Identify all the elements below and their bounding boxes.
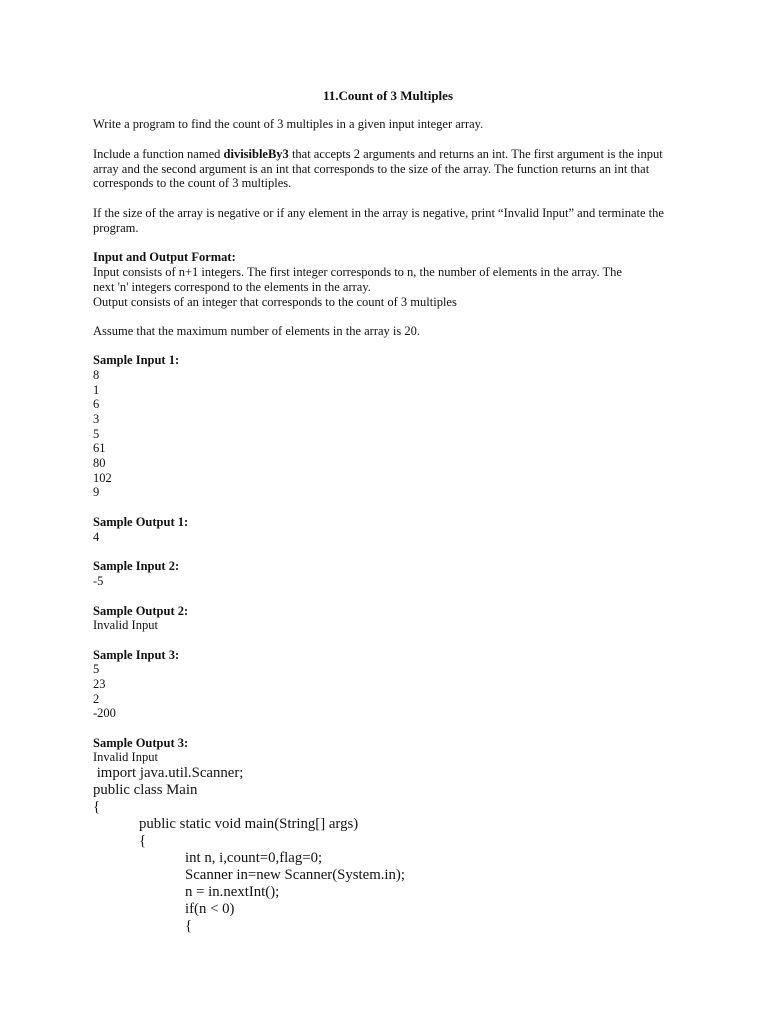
intro-paragraph: Write a program to find the count of 3 multiples in a given input integer array. [93, 117, 484, 131]
code-line: n = in.nextInt(); [185, 884, 280, 900]
function-name: divisibleBy3 [223, 147, 289, 161]
code-line: int n, i,count=0,flag=0; [185, 850, 323, 866]
sample-value: 61 [93, 441, 106, 455]
format-line: Output consists of an integer that corresponds to the count of 3 multiples [93, 295, 457, 309]
code-line: Scanner in=new Scanner(System.in); [185, 867, 405, 883]
sample-value: 80 [93, 456, 106, 470]
sample-value: 9 [93, 485, 100, 499]
format-line: next 'n' integers correspond to the elements in the array. [93, 280, 371, 294]
code-line: if(n < 0) [185, 901, 235, 917]
format-heading: Input and Output Format: [93, 250, 236, 264]
sample-value: 1 [93, 383, 100, 397]
sample-value: Invalid Input [93, 750, 158, 764]
sample-output-3-heading: Sample Output 3: [93, 736, 189, 750]
sample-input-3-heading: Sample Input 3: [93, 648, 180, 662]
function-para-after: that accepts 2 arguments and returns an int. The first argument is the input array and the second argument is an int that corresponds to the size of the array. The function returns an int that corresponds to the count of 3 multiples. [93, 147, 663, 191]
sample-value: 5 [93, 427, 100, 441]
assumption-text: Assume that the maximum number of elements in the array is 20. [93, 324, 421, 338]
sample-value: 8 [93, 368, 100, 382]
sample-value: Invalid Input [93, 618, 158, 632]
sample-input-2-heading: Sample Input 2: [93, 559, 180, 573]
sample-output-1-heading: Sample Output 1: [93, 515, 189, 529]
code-line: public class Main [93, 782, 198, 798]
sample-value: 5 [93, 662, 100, 676]
code-line: import java.util.Scanner; [93, 765, 244, 781]
invalid-input-paragraph: If the size of the array is negative or if any element in the array is negative, print “Invalid Input” and terminate the program. [93, 206, 664, 235]
sample-input-1-heading: Sample Input 1: [93, 353, 180, 367]
sample-value: 23 [93, 677, 106, 691]
sample-output-2-heading: Sample Output 2: [93, 604, 189, 618]
code-line: { [185, 918, 193, 934]
sample-value: -200 [93, 706, 116, 720]
sample-value: 102 [93, 471, 112, 485]
function-para-before: Include a function named [93, 147, 224, 161]
sample-value: -5 [93, 574, 104, 588]
sample-value: 4 [93, 530, 100, 544]
sample-value: 2 [93, 692, 100, 706]
code-line: { [93, 799, 101, 815]
format-line: Input consists of n+1 integers. The first integer corresponds to n, the number of elements in the array. The [93, 265, 622, 279]
function-paragraph [93, 147, 678, 191]
code-line: public static void main(String[] args) [139, 816, 359, 832]
sample-value: 3 [93, 412, 100, 426]
sample-value: 6 [93, 397, 100, 411]
code-line: { [139, 833, 147, 849]
document-title: 11.Count of 3 Multiples [322, 88, 453, 103]
